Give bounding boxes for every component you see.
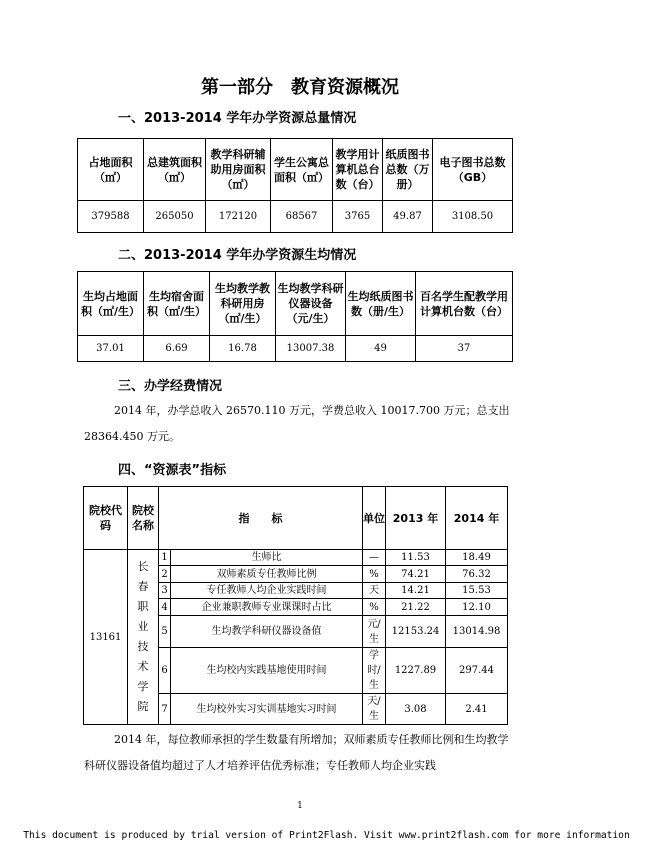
column-header: 占地面积（㎡） [78,139,144,201]
value-2013: 74.21 [386,566,446,583]
column-header: 生均占地面积（㎡/生） [78,272,144,336]
school-name: 长春职业技术学院 [128,550,159,725]
column-header: 电子图书总数（GB） [433,139,513,201]
indicator-name: 生均教学科研仪器设备值 [171,616,363,648]
value-cell: 16.78 [210,336,276,362]
row-number: 3 [159,583,171,599]
row-number: 4 [159,599,171,616]
section-2-heading: 二、2013-2014 学年办学资源生均情况 [118,248,357,263]
analysis-paragraph: 2014 年，每位教师承担的学生数量有所增加；双师素质专任教师比例和生均教学科研仪器设备值均超过了人才培养评估优秀标准；专任教师人均企业实践 [84,733,509,772]
value-2014: 12.10 [446,599,508,616]
value-cell: 49 [346,336,416,362]
header-code: 院校代码 [84,487,128,550]
value-cell: 172120 [206,201,271,233]
row-number: 1 [159,550,171,566]
school-code: 13161 [84,550,128,725]
unit: — [363,550,386,566]
resource-per-student-table [77,271,513,362]
column-header: 教学用计算机总台数（台） [333,139,383,201]
page-number: 1 [297,801,303,811]
value-cell: 265050 [144,201,206,233]
value-cell: 37 [416,336,513,362]
row-number: 7 [159,694,171,725]
value-2013: 11.53 [386,550,446,566]
value-cell: 49.87 [383,201,433,233]
header-2014: 2014 年 [446,487,508,550]
value-2013: 21.22 [386,599,446,616]
section-4-heading: 四、“资源表”指标 [118,463,227,478]
indicator-name: 双师素质专任教师比例 [171,566,363,583]
table-row [84,550,508,566]
indicator-name: 生均校内实践基地使用时间 [171,648,363,694]
trial-footer: This document is produced by trial version of Print2Flash. Visit www.print2flash.com for more information [23,830,630,841]
value-2014: 13014.98 [446,616,508,648]
column-header: 生均教学科研仪器设备（元/生） [276,272,346,336]
header-unit: 单位 [363,487,386,550]
unit: 学时/生 [363,648,386,694]
unit: 天/生 [363,694,386,725]
unit: 元/生 [363,616,386,648]
section-3-heading: 三、办学经费情况 [118,379,223,394]
header-2013: 2013 年 [386,487,446,550]
column-header: 总建筑面积（㎡） [144,139,206,201]
column-header: 生均纸质图书数（册/生） [346,272,416,336]
value-cell: 37.01 [78,336,144,362]
resource-total-table [77,138,513,233]
header-indicator: 指 标 [159,487,363,550]
page-title: 第一部分 教育资源概况 [201,77,399,98]
column-header: 学生公寓总面积（㎡） [271,139,333,201]
value-2013: 3.08 [386,694,446,725]
row-number: 5 [159,616,171,648]
header-name: 院校名称 [128,487,159,550]
unit: % [363,566,386,583]
value-cell: 6.69 [144,336,210,362]
value-cell: 13007.38 [276,336,346,362]
indicator-name: 生师比 [171,550,363,566]
value-2014: 18.49 [446,550,508,566]
row-number: 2 [159,566,171,583]
section-1-heading: 一、2013-2014 学年办学资源总量情况 [118,111,357,126]
indicator-name: 企业兼职教师专业课课时占比 [171,599,363,616]
indicator-name: 专任教师人均企业实践时间 [171,583,363,599]
funding-paragraph: 2014 年，办学总收入 26570.110 万元，学费总收入 10017.700 万元；总支出 28364.450 万元。 [84,404,510,443]
indicator-name: 生均校外实习实训基地实习时间 [171,694,363,725]
resource-indicator-table [83,486,508,725]
value-cell: 68567 [271,201,333,233]
value-cell: 3765 [333,201,383,233]
value-2014: 2.41 [446,694,508,725]
value-2014: 15.53 [446,583,508,599]
column-header: 教学科研辅助用房面积（㎡） [206,139,271,201]
column-header: 百名学生配教学用计算机台数（台） [416,272,513,336]
value-2014: 297.44 [446,648,508,694]
value-2013: 12153.24 [386,616,446,648]
value-2013: 1227.89 [386,648,446,694]
value-2014: 76.32 [446,566,508,583]
column-header: 生均教学教科研用房（㎡/生） [210,272,276,336]
value-cell: 3108.50 [433,201,513,233]
row-number: 6 [159,648,171,694]
unit: 天 [363,583,386,599]
value-2013: 14.21 [386,583,446,599]
value-cell: 379588 [78,201,144,233]
column-header: 纸质图书总数（万册） [383,139,433,201]
column-header: 生均宿舍面积（㎡/生） [144,272,210,336]
unit: % [363,599,386,616]
